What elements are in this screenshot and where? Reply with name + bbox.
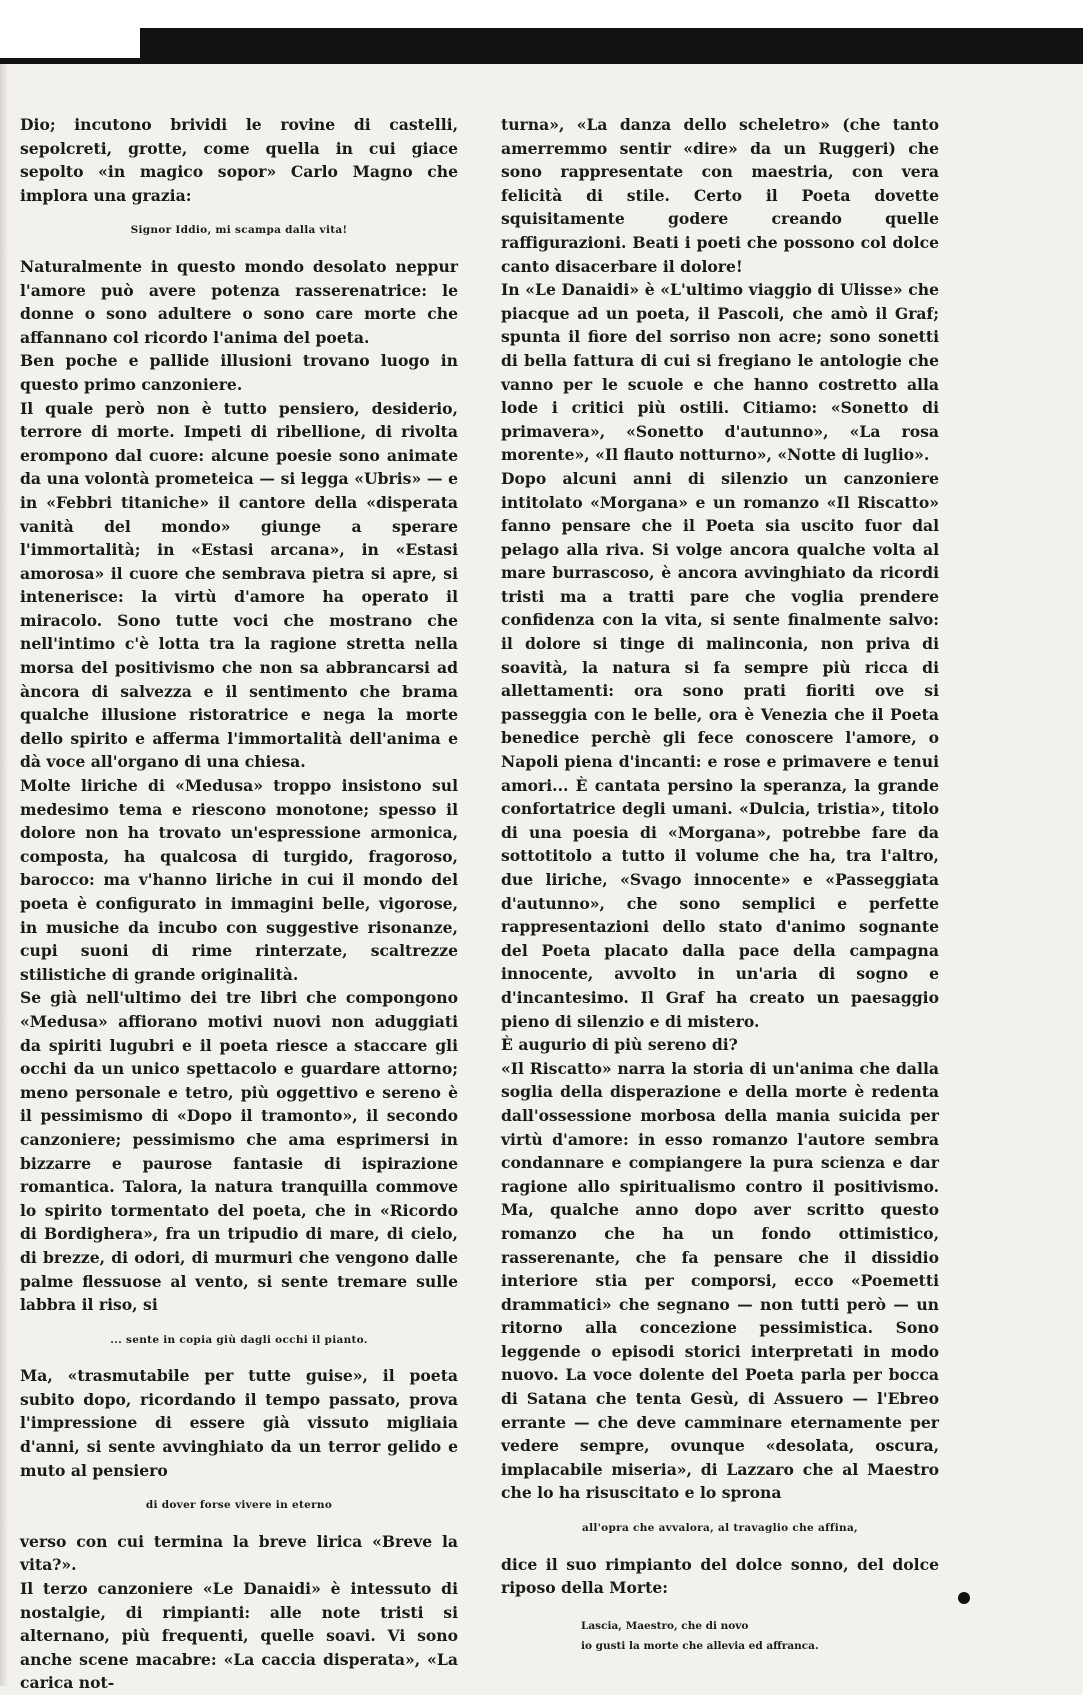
paragraph: Ben poche e pallide illusioni trovano luogo in questo primo canzoniere. — [20, 351, 458, 394]
paragraph: In «Le Danaidi» è «L'ultimo viaggio di Ulisse» che piacque ad un poeta, il Pascoli, che amò il Graf; spunta il fiore del sorriso non acre; sono sonetti di bella fattura di cui si fregiano le antologie che vanno per le scuole e che hanno costretto alla lode i critici più ostili. Citiamo: «Sonetto di primavera», «Sonetto d'autunno», «La rosa morente», «Il flauto notturno», «Notte di luglio». — [501, 280, 939, 465]
paragraph: Dio; incutono brividi le rovine di castelli, sepolcreti, grotte, come quella in cui giace sepolto «in magico sopor» Carlo Magno che implora una grazia: — [20, 115, 458, 205]
paragraph: Dopo alcuni anni di silenzio un canzoniere intitolato «Morgana» e un romanzo «Il Riscatto» fanno pensare che il Poeta sia uscito fuor dal pelago alla riva. Si volge ancora qualche volta al mare burrascoso, è ancora avvinghiato da ricordi tristi ma a tratti pare che voglia prendere confidenza con la vita, si sente finalmente salvo: il dolore si tinge di malinconia, non priva di soavità, la natura si fa sempre più ricca di allettamenti: ora sono prati fioriti ove si passeggia con le belle, ora è Venezia che il Poeta benedice perchè gli fece conoscere l'amore, o Napoli piena d'incanti: e rose e primavere e tenui amori... È cantata persino la speranza, la grande confortatrice degli umani. «Dulcia, tristia», titolo di una poesia di «Morgana», potrebbe fare da sottotitolo a tutto il volume che ha, tra l'altro, due liriche, «Svago innocente» e «Passeggiata d'autunno», che sono semplici e perfette rappresentazioni dello stato d'animo sognante del Poeta placato dalla pace della campagna innocente, avvolto in un'aria di sogno e d'incantesimo. Il Graf ha creato un paesaggio pieno di silenzio e di mistero. — [501, 468, 939, 1031]
paragraph: Il quale però non è tutto pensiero, desiderio, terrore di morte. Impeti di ribellione, di rivolta erompono dal cuore: alcune poesie sono animate da una volontà prometeica — si legga «Ubris» — e in «Febbri titaniche» il cantore della «disperata vanità del mondo» giunge a sperare l'immortalità; in «Estasi arcana», in «Estasi amorosa» il cuore che sembrava pietra si apre, si intenerisce: la virtù d'amore ha operato il miracolo. Sono tutte voci che mostrano che nell'intimo c'è lotta tra la ragione stretta nella morsa del positivismo che non sa abbrancarsi ad àncora di salvezza e il sentimento che brama qualche illusione ristoratrice e nega la morte dello spirito e afferma l'immortalità dell'anima e dà voce all'organo di una chiesa. — [20, 398, 458, 772]
verse-line: Lascia, Maestro, che di novo — [581, 1619, 749, 1632]
paragraph: verso con cui termina la breve lirica «Breve la vita?». — [20, 1531, 458, 1575]
page-mark-dot — [958, 1592, 970, 1604]
right-column — [501, 113, 939, 1656]
paragraph: Se già nell'ultimo dei tre libri che compongono «Medusa» affiorano motivi nuovi non aduggiati da spiriti lugubri e il poeta riesce a staccare gli occhi da un unico spettacolo e guardare attorno; meno personale e tetro, più oggettivo e sereno è il pessimismo di «Dopo il tramonto», il secondo canzoniere; pessimismo che ama esprimersi in bizzarre e paurose fantasie di ispirazione romantica. Talora, la natura tranquilla commove lo spirito tormentato del poeta, che in «Ricordo di Bordighera», fra un tripudio di mare, di cielo, di brezze, di odori, di murmuri che vengono dalle palme flessuose al vento, si sente tremare sulle labbra il riso, si — [20, 988, 458, 1315]
paragraph: «Il Riscatto» narra la storia di un'anima che dalla soglia della disperazione e della morte è redenta dall'ossessione morbosa della mania suicida per virtù d'amore: in esso romanzo l'autore sembra condannare e compiangere la pura scienza e dar ragione allo spiritualismo contro il positivismo. Ma, qualche anno dopo aver scritto questo romanzo che ha un fondo ottimistico, rasserenante, che fa pensare che il dissidio interiore stia per comporsi, ecco «Poemetti drammatici» che segnano — non tutti però — un ritorno alla concezione pessimistica. Sono leggende o episodi storici interpretati in modo nuovo. La voce dolente del Poeta parla per bocca di Satana che tenta Gesù, di Assuero — l'Ebreo errante — che deve camminare eternamente per vedere sempre, ovunque «desolata, oscura, implacabile miseria», di Lazzaro che al Maestro che lo ha risuscitato e lo sprona — [501, 1058, 939, 1503]
paragraph: turna», «La danza dello scheletro» (che tanto amerremmo sentir «dire» da un Ruggeri) che sono rappresentate con maestria, con vera felicità di stile. Certo il Poeta dovette squisitamente godere creando quelle raffigurazioni. Beati i poeti che possono col dolce canto disacerbare il dolore! — [501, 115, 939, 276]
verse-quote: Signor Iddio, mi scampa dalla vita! — [130, 224, 348, 237]
verse-quote: ... sente in copia giù dagli occhi il pianto. — [110, 1333, 368, 1346]
paragraph: dice il suo rimpianto del dolce sonno, del dolce riposo della Morte: — [501, 1554, 939, 1598]
paragraph: Molte liriche di «Medusa» troppo insistono sul medesimo tema e riescono monotone; spesso il dolore non ha trovato un'espressione armonica, composta, ha qualcosa di turgido, fragoroso, barocco: ma v'hanno liriche in cui il mondo del poeta è configurato in immagini belle, vigorose, in musiche da incubo con suggestive risonanze, cupi suoni di rime rinterzate, scaltrezze stilistiche di grande originalità. — [20, 776, 458, 984]
left-column — [20, 113, 458, 1695]
verse-quote: di dover forse vivere in eterno — [145, 1499, 333, 1512]
verse-quote-block — [581, 1616, 939, 1656]
scan-top-border — [0, 0, 1083, 64]
verse-quote: all'opra che avvalora, al travaglio che affina, — [581, 1522, 859, 1535]
verse-line: io gusti la morte che allevia ed affranca. — [581, 1639, 819, 1652]
paragraph: È augurio di più sereno di? — [501, 1035, 738, 1055]
paragraph: Naturalmente in questo mondo desolato neppur l'amore può avere potenza rasserenatrice: le donne o sono adultere o sono care morte che affannano col ricordo l'anima del poeta. — [20, 256, 458, 347]
scan-left-edge — [0, 64, 8, 1686]
black-band — [0, 28, 1083, 64]
white-notch — [0, 28, 140, 58]
paragraph: Ma, «trasmutabile per tutte guise», il poeta subito dopo, ricordando il tempo passato, prova l'impressione di essere già vissuto migliaia d'anni, si sente avvinghiato da un terror gelido e muto al pensiero — [20, 1366, 458, 1480]
paragraph: Il terzo canzoniere «Le Danaidi» è intessuto di nostalgie, di rimpianti: alle note tristi si alternano, più frequenti, quelle soavi. Vi sono anche scene macabre: «La caccia disperata», «La carica not- — [20, 1579, 458, 1693]
